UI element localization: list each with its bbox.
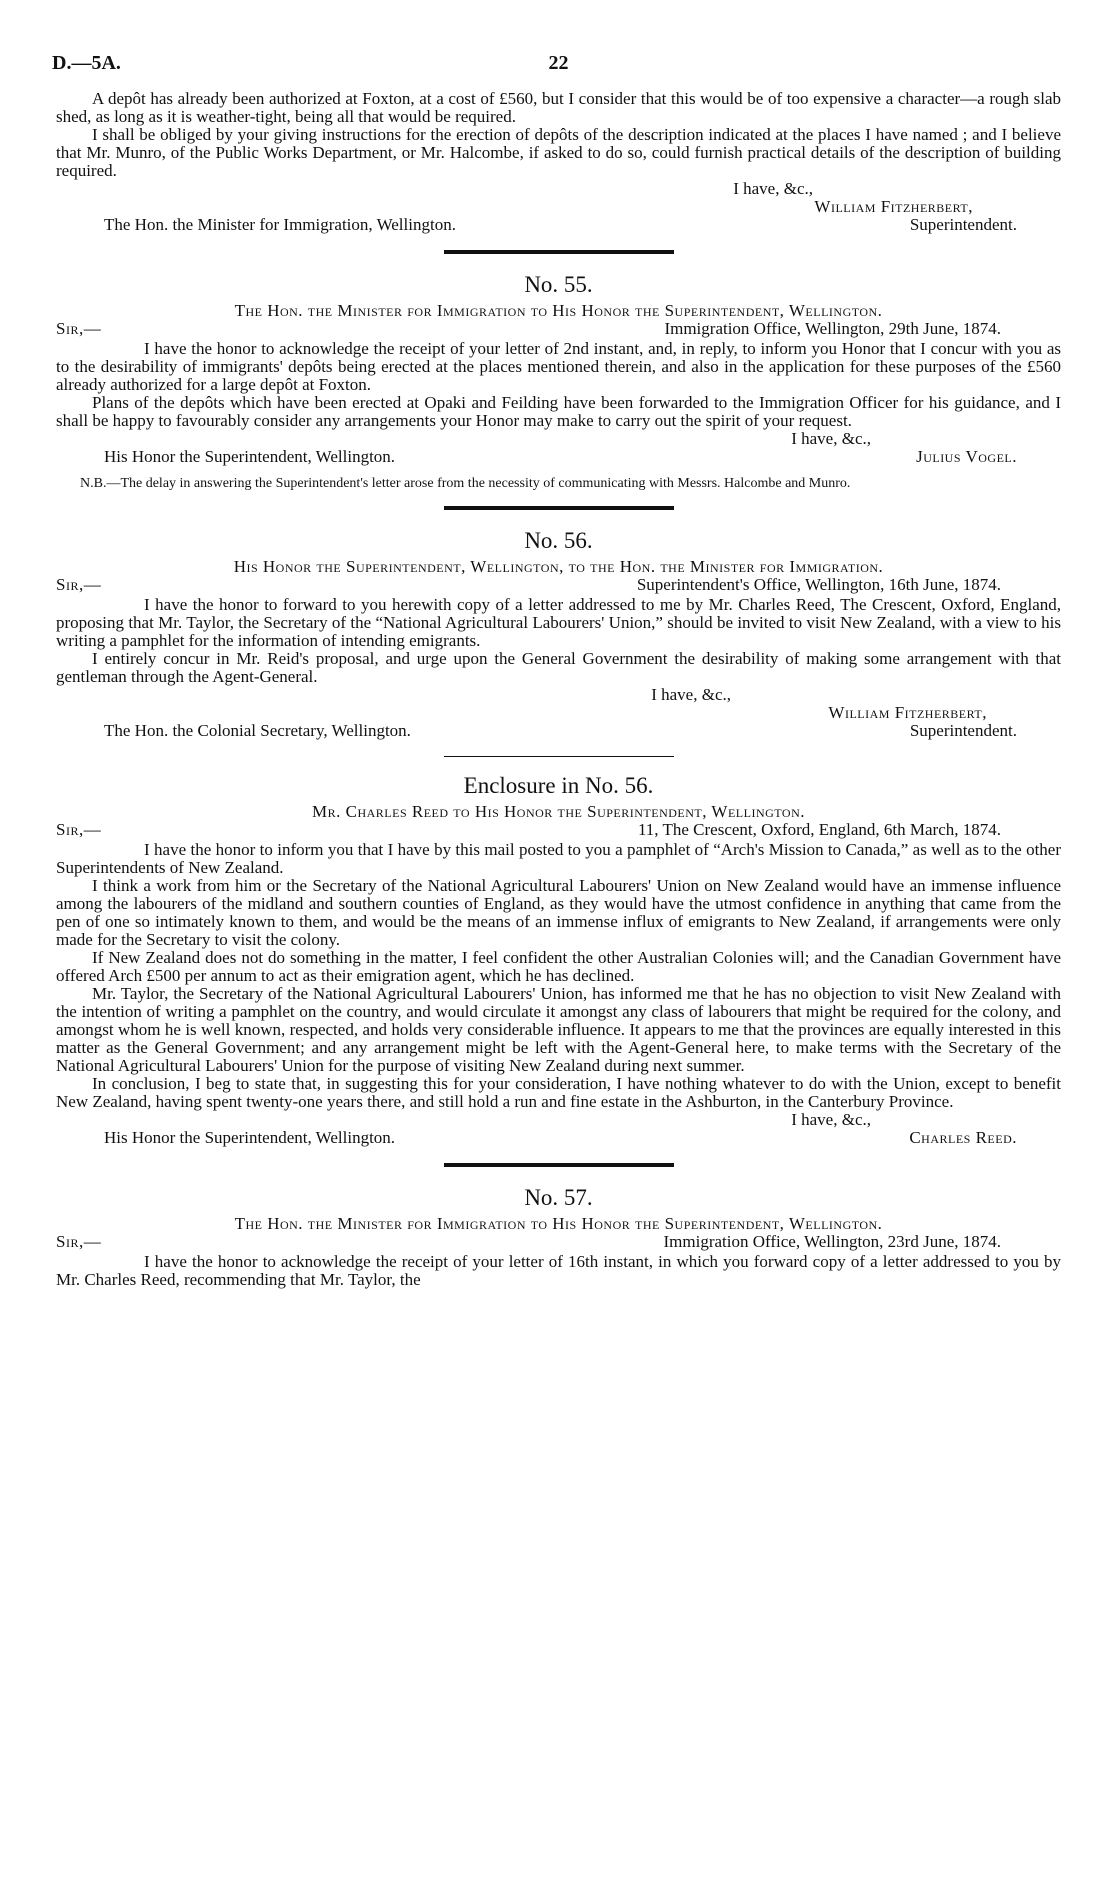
signature: William Fitzherbert, bbox=[814, 197, 973, 216]
salutation: Sir,— bbox=[56, 820, 102, 839]
paragraph: A depôt has already been authorized at Foxton, at a cost of £560, but I consider that this would be of too expensive a character—a rough slab shed, as long as it is weather-tight, being all that would be required. bbox=[56, 89, 1061, 126]
paragraph: I have the honor to forward to you herewith copy of a letter addressed to me by Mr. Charles Reed, The Crescent, Oxford, England, proposing that Mr. Taylor, the Secretary of the “National Agricultural Labourers' Union,” should be invited to visit New Zealand, with a view to his writing a pamphlet for the information of intending emigrants. bbox=[56, 595, 1061, 650]
letter-no-57 bbox=[56, 1185, 1061, 1289]
signatory-title: Superintendent. bbox=[909, 721, 1017, 740]
letter-no-56 bbox=[56, 528, 1061, 742]
signature: William Fitzherbert, bbox=[828, 703, 987, 722]
letter-no-55 bbox=[56, 272, 1061, 492]
addressee-row bbox=[56, 722, 1061, 742]
signature: Charles Reed. bbox=[909, 1128, 1017, 1147]
closing-formula: I have, &c., bbox=[733, 179, 813, 198]
salutation: Sir,— bbox=[56, 319, 102, 338]
paragraph: I have the honor to inform you that I have by this mail posted to you a pamphlet of “Arch's Mission to Canada,” as well as to the other Superintendents of New Zealand. bbox=[56, 840, 1061, 877]
footnote: N.B.—The delay in answering the Superintendent's letter arose from the necessity of communicating with Messrs. Halcombe and Munro. bbox=[80, 476, 851, 491]
enclosure-no-56 bbox=[56, 773, 1061, 1149]
letter-number: No. 55. bbox=[524, 272, 593, 297]
paragraph: I have the honor to acknowledge the receipt of your letter of 16th instant, in which you forward copy of a letter addressed to you by Mr. Charles Reed, recommending that Mr. Taylor, the bbox=[56, 1252, 1061, 1289]
salutation: Sir,— bbox=[56, 575, 102, 594]
sender-address: Immigration Office, Wellington, 29th June, 1874. bbox=[664, 319, 1001, 338]
paragraph: I shall be obliged by your giving instructions for the erection of depôts of the description indicated at the places I have named ; and I believe that Mr. Munro, of the Public Works Department, or Mr. Halcombe, if asked to do so, could furnish practical details of the description of building required. bbox=[56, 125, 1061, 180]
paragraph: In conclusion, I beg to state that, in suggesting this for your consideration, I have nothing whatever to do with the Union, except to benefit New Zealand, having spent twenty-one years there, and still hold a run and fine estate in the Ashburton, in the Canterbury Province. bbox=[56, 1074, 1061, 1111]
addressee: The Hon. the Colonial Secretary, Wellington. bbox=[104, 721, 411, 740]
addressee-row bbox=[56, 1129, 1061, 1149]
addressee: His Honor the Superintendent, Wellington. bbox=[104, 447, 396, 466]
opening-letter-continuation bbox=[56, 90, 1061, 236]
signatory-title: Superintendent. bbox=[909, 215, 1017, 234]
page-header bbox=[52, 48, 1061, 76]
document-page bbox=[52, 48, 1061, 1289]
letter-heading: Mr. Charles Reed to His Honor the Superintendent, Wellington. bbox=[312, 802, 805, 821]
salutation-row bbox=[56, 576, 1061, 596]
closing-formula: I have, &c., bbox=[791, 1110, 871, 1129]
letter-number: No. 56. bbox=[524, 528, 593, 553]
addressee: His Honor the Superintendent, Wellington. bbox=[104, 1128, 396, 1147]
salutation: Sir,— bbox=[56, 1232, 102, 1251]
letter-heading: His Honor the Superintendent, Wellington, to the Hon. the Minister for Immigration. bbox=[233, 557, 884, 576]
addressee-row bbox=[56, 448, 1061, 468]
paragraph: Mr. Taylor, the Secretary of the National Agricultural Labourers' Union, has informed me that he has no objection to visit New Zealand with the intention of writing a pamphlet on the country, and would circulate it amongst any class of labourers that might be required for the colony, and amongst whom he is well known, respected, and holds very considerable influence. It appears to me that the provinces are equally interested in this matter as the General Government; and any arrangement might be left with the Agent-General here, to make terms with the Secretary of the National Agricultural Labourers' Union for the purpose of visiting New Zealand during next summer. bbox=[56, 984, 1061, 1075]
section-divider bbox=[444, 506, 674, 510]
paragraph: I have the honor to acknowledge the receipt of your letter of 2nd instant, and, in reply, to inform you Honor that I concur with you as to the desirability of immigrants' depôts being erected at the places mentioned therein, and also in the application for these purposes of the £560 already authorized for a large depôt at Foxton. bbox=[56, 339, 1061, 394]
salutation-row bbox=[56, 320, 1061, 340]
document-reference: D.—5A. bbox=[52, 52, 121, 74]
closing-formula: I have, &c., bbox=[791, 429, 871, 448]
sender-address: 11, The Crescent, Oxford, England, 6th March, 1874. bbox=[637, 820, 1001, 839]
letter-number: No. 57. bbox=[524, 1185, 593, 1210]
paragraph: Plans of the depôts which have been erected at Opaki and Feilding have been forwarded to the Immigration Officer for his guidance, and I shall be happy to favourably consider any arrangements your Honor may make to carry out the spirit of your request. bbox=[56, 393, 1061, 430]
paragraph: If New Zealand does not do something in the matter, I feel confident the other Australian Colonies will; and the Canadian Government have offered Arch £500 per annum to act as their emigration agent, which he has declined. bbox=[56, 948, 1061, 985]
letter-heading: The Hon. the Minister for Immigration to His Honor the Superintendent, Wellington. bbox=[234, 1214, 883, 1233]
addressee: The Hon. the Minister for Immigration, Wellington. bbox=[104, 215, 456, 234]
enclosure-title: Enclosure in No. 56. bbox=[463, 773, 654, 798]
page-number: 22 bbox=[548, 52, 569, 74]
paragraph: I entirely concur in Mr. Reid's proposal, and urge upon the General Government the desirability of making some arrangement with that gentleman through the Agent-General. bbox=[56, 649, 1061, 686]
section-divider bbox=[444, 756, 674, 757]
sender-address: Superintendent's Office, Wellington, 16th June, 1874. bbox=[636, 575, 1001, 594]
addressee-row bbox=[56, 216, 1061, 236]
section-divider bbox=[444, 1163, 674, 1167]
paragraph: I think a work from him or the Secretary of the National Agricultural Labourers' Union on New Zealand would have an immense influence among the labourers of the midland and southern counties of England, as they would have the utmost confidence in anything that came from the pen of one so intimately known to them, and would be the means of an immense influx of emigrants to New Zealand, if arrangements were only made for the Secretary to visit the colony. bbox=[56, 876, 1061, 949]
sender-address: Immigration Office, Wellington, 23rd June, 1874. bbox=[663, 1232, 1001, 1251]
salutation-row bbox=[56, 1233, 1061, 1253]
letter-heading: The Hon. the Minister for Immigration to His Honor the Superintendent, Wellington. bbox=[234, 301, 883, 320]
closing-formula: I have, &c., bbox=[651, 685, 731, 704]
section-divider bbox=[444, 250, 674, 254]
salutation-row bbox=[56, 821, 1061, 841]
signature: Julius Vogel. bbox=[916, 447, 1017, 466]
